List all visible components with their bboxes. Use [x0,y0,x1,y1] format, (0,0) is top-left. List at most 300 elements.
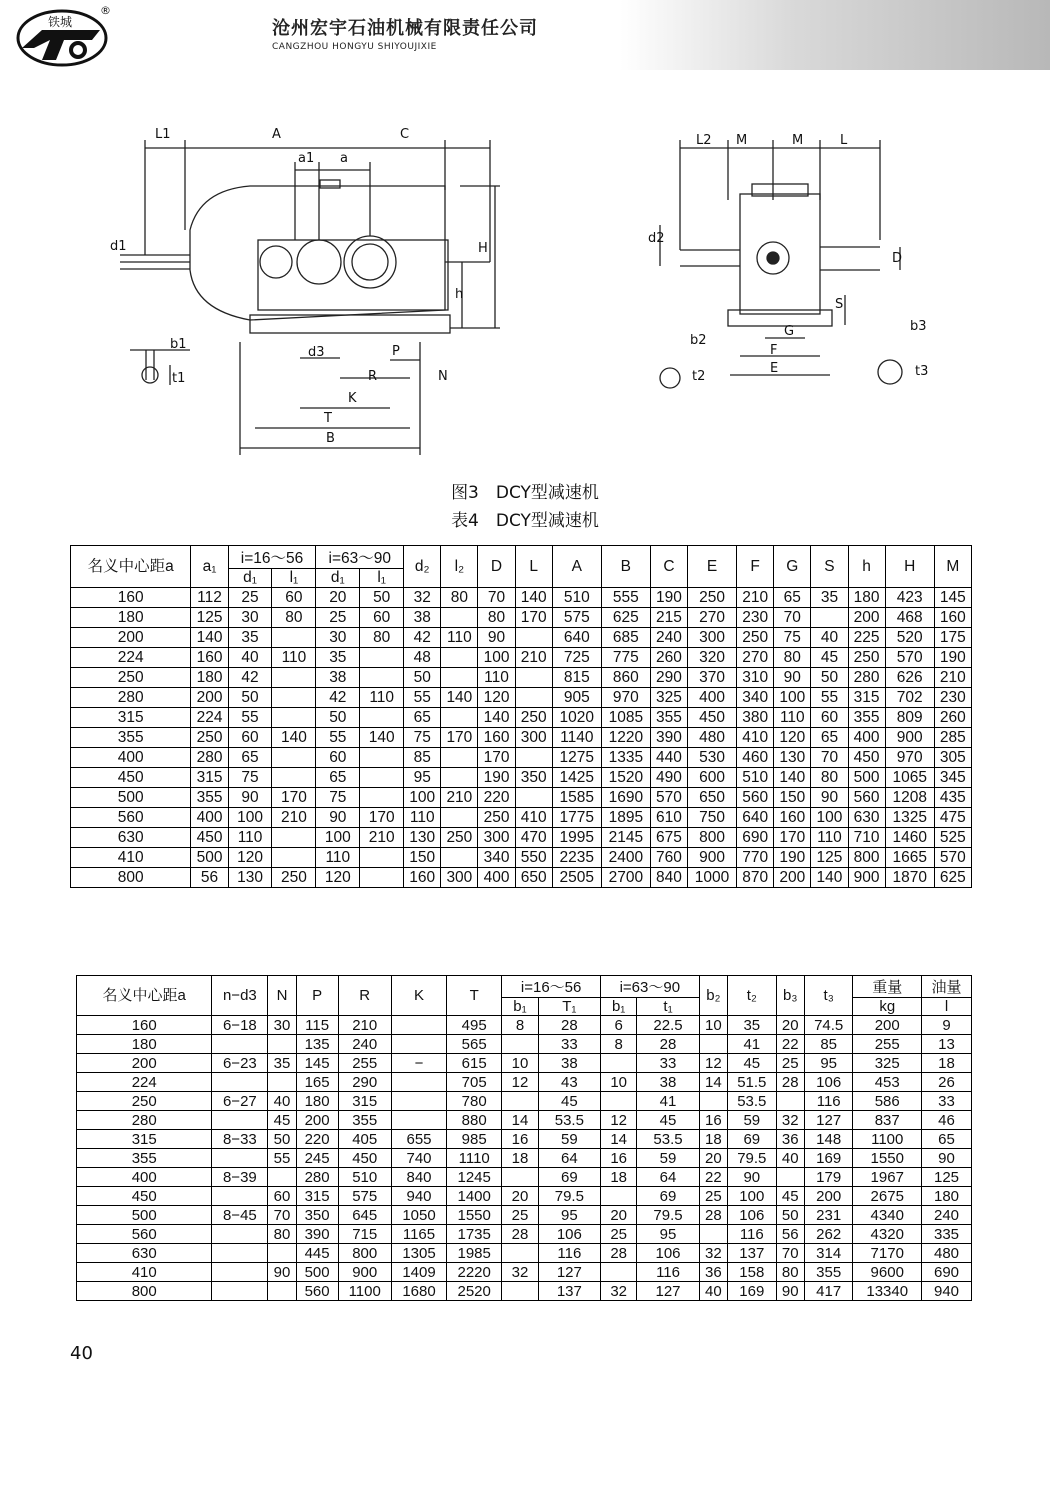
cell-a: 160 [77,1016,212,1035]
cell-S: 90 [811,788,848,808]
cell-kg: 9600 [853,1263,922,1282]
cell-a: 450 [77,1187,212,1206]
cell-C: 260 [650,648,687,668]
cell-R: 645 [338,1206,391,1225]
cell-S: 40 [811,628,848,648]
cell-A: 1585 [552,788,601,808]
cell-t3: 95 [804,1054,853,1073]
cell-kg: 1967 [853,1168,922,1187]
cell-d1: 90 [228,788,272,808]
table-row [71,768,972,788]
cell-A: 1775 [552,808,601,828]
cell-a1: 125 [191,608,228,628]
cell-S: 125 [811,848,848,868]
cell-t3: 314 [804,1244,853,1263]
cell-d2: 75 [404,728,441,748]
cell-b1b [600,1054,636,1073]
header-l1-b: l₁ [360,569,404,588]
cell-C: 490 [650,768,687,788]
cell-l1b [360,788,404,808]
header-t2: t₂ [728,976,777,1016]
cell-b2: 10 [699,1016,727,1035]
cell-P: 280 [296,1168,338,1187]
cell-P: 560 [296,1282,338,1301]
svg-text:K: K [348,391,357,406]
cell-E: 650 [688,788,737,808]
svg-text:G: G [784,324,795,339]
cell-R: 450 [338,1149,391,1168]
cell-nd3 [212,1035,268,1054]
cell-h: 900 [848,868,885,888]
cell-d1b: 90 [316,808,360,828]
cell-E: 270 [688,608,737,628]
cell-B: 1335 [601,748,650,768]
svg-text:b1: b1 [170,337,187,352]
cell-l1: 170 [272,788,316,808]
cell-T: 495 [447,1016,502,1035]
cell-nd3 [212,1225,268,1244]
header-l2: l₂ [441,546,478,588]
cell-t1: 59 [637,1149,699,1168]
header-D: D [478,546,515,588]
cell-a1: 450 [191,828,228,848]
cell-t3: 85 [804,1035,853,1054]
cell-t1: 127 [637,1282,699,1301]
cell-t2: 100 [728,1187,777,1206]
cell-b1b: 8 [600,1035,636,1054]
cell-E: 750 [688,808,737,828]
header-b1: b₁ [502,998,538,1016]
cell-E: 530 [688,748,737,768]
cell-b1: 12 [502,1073,538,1092]
cell-B: 860 [601,668,650,688]
cell-l1 [272,828,316,848]
header-nd3: n−d3 [212,976,268,1016]
cell-S: 80 [811,768,848,788]
cell-nd3: 6−27 [212,1092,268,1111]
cell-a: 224 [77,1073,212,1092]
header-ratio-1: i=16～56 [502,976,601,998]
cell-d1: 30 [228,608,272,628]
cell-N [268,1244,296,1263]
cell-K: 655 [391,1130,446,1149]
table-row [71,628,972,648]
cell-D: 90 [478,628,515,648]
cell-P: 145 [296,1054,338,1073]
cell-G: 150 [774,788,811,808]
cell-l1: 110 [272,648,316,668]
cell-kg: 2675 [853,1187,922,1206]
table-row [71,688,972,708]
cell-T1: 43 [538,1073,600,1092]
cell-a: 800 [77,1282,212,1301]
cell-kg: 4340 [853,1206,922,1225]
cell-b1: 14 [502,1111,538,1130]
cell-h: 630 [848,808,885,828]
cell-B: 1520 [601,768,650,788]
cell-a: 355 [77,1149,212,1168]
cell-C: 240 [650,628,687,648]
header-F: F [737,546,774,588]
cell-E: 1000 [688,868,737,888]
cell-C: 190 [650,588,687,608]
header-G: G [774,546,811,588]
svg-text:F: F [770,343,778,358]
header-L: L [515,546,552,588]
cell-d1b: 55 [316,728,360,748]
cell-d1: 42 [228,668,272,688]
cell-l2: 140 [441,688,478,708]
table-caption: 表4 DCY型减速机 [451,511,599,531]
cell-a: 180 [77,1035,212,1054]
cell-D: 300 [478,828,515,848]
cell-S: 70 [811,748,848,768]
cell-S: 50 [811,668,848,688]
cell-P: 200 [296,1111,338,1130]
svg-text:L: L [840,133,848,148]
cell-b3: 25 [776,1054,804,1073]
svg-text:t3: t3 [915,364,929,379]
cell-B: 2700 [601,868,650,888]
cell-C: 325 [650,688,687,708]
cell-h: 355 [848,708,885,728]
cell-K [391,1073,446,1092]
cell-a: 410 [71,848,191,868]
cell-kg: 4320 [853,1225,922,1244]
cell-H: 570 [885,648,934,668]
cell-T: 705 [447,1073,502,1092]
cell-t3: 417 [804,1282,853,1301]
cell-G: 65 [774,588,811,608]
cell-l1 [272,768,316,788]
cell-L: 300 [515,728,552,748]
cell-T1: 53.5 [538,1111,600,1130]
table-row [71,848,972,868]
cell-a1: 355 [191,788,228,808]
cell-E: 320 [688,648,737,668]
table-row [71,788,972,808]
cell-F: 870 [737,868,774,888]
cell-l1: 250 [272,868,316,888]
cell-B: 1220 [601,728,650,748]
cell-d2: 38 [404,608,441,628]
cell-N: 45 [268,1111,296,1130]
header-weight: 重量 [853,976,922,998]
table-row [77,1035,972,1054]
cell-a1: 224 [191,708,228,728]
cell-b2: 28 [699,1206,727,1225]
cell-L: 470 [515,828,552,848]
cell-oil: 33 [922,1092,972,1111]
cell-M: 305 [934,748,971,768]
cell-t2: 137 [728,1244,777,1263]
cell-t1: 22.5 [637,1016,699,1035]
cell-l1 [272,668,316,688]
cell-K [391,1035,446,1054]
svg-text:C: C [400,127,410,142]
cell-l1: 210 [272,808,316,828]
cell-P: 245 [296,1149,338,1168]
cell-oil: 65 [922,1130,972,1149]
cell-T: 1985 [447,1244,502,1263]
cell-l2 [441,808,478,828]
cell-F: 250 [737,628,774,648]
cell-b3: 90 [776,1282,804,1301]
cell-S [811,608,848,628]
cell-M: 570 [934,848,971,868]
cell-b2: 14 [699,1073,727,1092]
cell-b1b: 12 [600,1111,636,1130]
cell-E: 600 [688,768,737,788]
header-A: A [552,546,601,588]
cell-K: 740 [391,1149,446,1168]
cell-N: 55 [268,1149,296,1168]
cell-D: 110 [478,668,515,688]
cell-M: 475 [934,808,971,828]
dimension-table-2 [76,975,972,1301]
cell-T1: 127 [538,1263,600,1282]
cell-M: 175 [934,628,971,648]
cell-b3: 45 [776,1187,804,1206]
cell-l1: 60 [272,588,316,608]
cell-S: 100 [811,808,848,828]
cell-d1: 55 [228,708,272,728]
cell-oil: 180 [922,1187,972,1206]
header-E: E [688,546,737,588]
cell-t3: 231 [804,1206,853,1225]
cell-t2: 158 [728,1263,777,1282]
cell-d2: 65 [404,708,441,728]
cell-oil: 940 [922,1282,972,1301]
cell-A: 510 [552,588,601,608]
cell-l2 [441,748,478,768]
header-d1-b: d₁ [316,569,360,588]
cell-a1: 112 [191,588,228,608]
cell-S: 140 [811,868,848,888]
cell-R: 800 [338,1244,391,1263]
cell-b3: 40 [776,1149,804,1168]
cell-oil: 690 [922,1263,972,1282]
cell-t1: 41 [637,1092,699,1111]
cell-t2: 35 [728,1016,777,1035]
table-row [77,1206,972,1225]
cell-T: 2520 [447,1282,502,1301]
cell-l2: 250 [441,828,478,848]
cell-C: 290 [650,668,687,688]
cell-t1: 64 [637,1168,699,1187]
cell-M: 525 [934,828,971,848]
cell-P: 220 [296,1130,338,1149]
dimension-labels [110,127,928,446]
cell-t2: 116 [728,1225,777,1244]
cell-T: 1110 [447,1149,502,1168]
cell-B: 2145 [601,828,650,848]
cell-B: 1895 [601,808,650,828]
cell-b2: 16 [699,1111,727,1130]
cell-t3: 116 [804,1092,853,1111]
cell-D: 400 [478,868,515,888]
cell-t1: 95 [637,1225,699,1244]
cell-a: 400 [71,748,191,768]
cell-kg: 586 [853,1092,922,1111]
cell-K: 1050 [391,1206,446,1225]
cell-l2 [441,848,478,868]
cell-h: 560 [848,788,885,808]
cell-b1: 18 [502,1149,538,1168]
cell-t1: 33 [637,1054,699,1073]
cell-D: 220 [478,788,515,808]
svg-text:H: H [478,241,488,256]
cell-T: 1400 [447,1187,502,1206]
svg-text:b2: b2 [690,333,707,348]
cell-h: 200 [848,608,885,628]
cell-a1: 315 [191,768,228,788]
cell-G: 120 [774,728,811,748]
cell-a1: 500 [191,848,228,868]
cell-K: 1409 [391,1263,446,1282]
svg-text:A: A [272,127,281,142]
cell-M: 145 [934,588,971,608]
header-C: C [650,546,687,588]
cell-D: 190 [478,768,515,788]
cell-C: 840 [650,868,687,888]
cell-d2: 95 [404,768,441,788]
cell-t2: 90 [728,1168,777,1187]
cell-M: 435 [934,788,971,808]
cell-P: 390 [296,1225,338,1244]
table-row [77,1282,972,1301]
cell-l2: 300 [441,868,478,888]
cell-d2: 55 [404,688,441,708]
cell-d1: 130 [228,868,272,888]
cell-M: 260 [934,708,971,728]
cell-b2 [699,1225,727,1244]
cell-C: 610 [650,808,687,828]
cell-a: 224 [71,648,191,668]
cell-a1: 200 [191,688,228,708]
cell-L [515,788,552,808]
svg-text:a1: a1 [298,151,315,166]
cell-l2 [441,608,478,628]
cell-l1b [360,868,404,888]
cell-S: 110 [811,828,848,848]
cell-T1: 45 [538,1092,600,1111]
cell-P: 165 [296,1073,338,1092]
header-t3: t₃ [804,976,853,1016]
cell-N [268,1282,296,1301]
cell-H: 1870 [885,868,934,888]
cell-d1b: 30 [316,628,360,648]
cell-oil: 46 [922,1111,972,1130]
cell-b1b: 6 [600,1016,636,1035]
header-ratio-2: i=63～90 [600,976,699,998]
cell-d1: 110 [228,828,272,848]
cell-nd3 [212,1073,268,1092]
cell-t1: 28 [637,1035,699,1054]
svg-text:N: N [438,369,448,384]
cell-b3: 20 [776,1016,804,1035]
cell-D: 340 [478,848,515,868]
cell-P: 115 [296,1016,338,1035]
cell-P: 445 [296,1244,338,1263]
cell-H: 1065 [885,768,934,788]
cell-a: 400 [77,1168,212,1187]
cell-t2: 59 [728,1111,777,1130]
cell-B: 625 [601,608,650,628]
svg-text:M: M [792,133,804,148]
cell-oil: 13 [922,1035,972,1054]
cell-d1: 50 [228,688,272,708]
logo-text: 铁城 [48,15,73,29]
cell-l1b: 60 [360,608,404,628]
cell-G: 80 [774,648,811,668]
cell-G: 100 [774,688,811,708]
cell-kg: 13340 [853,1282,922,1301]
cell-R: 405 [338,1130,391,1149]
cell-kg: 837 [853,1111,922,1130]
cell-h: 280 [848,668,885,688]
svg-text:d2: d2 [648,231,665,246]
cell-C: 675 [650,828,687,848]
cell-K: 1165 [391,1225,446,1244]
cell-a: 160 [71,588,191,608]
cell-D: 250 [478,808,515,828]
cell-L: 410 [515,808,552,828]
cell-b2 [699,1035,727,1054]
cell-D: 140 [478,708,515,728]
cell-nd3: 8−39 [212,1168,268,1187]
cell-F: 230 [737,608,774,628]
cell-a1: 250 [191,728,228,748]
cell-d2: 85 [404,748,441,768]
cell-G: 110 [774,708,811,728]
cell-H: 970 [885,748,934,768]
cell-A: 1140 [552,728,601,748]
header-T: T [447,976,502,1016]
cell-a: 315 [71,708,191,728]
cell-P: 315 [296,1187,338,1206]
cell-h: 450 [848,748,885,768]
cell-kg: 7170 [853,1244,922,1263]
cell-K: − [391,1054,446,1073]
cell-h: 400 [848,728,885,748]
cell-E: 400 [688,688,737,708]
cell-l2 [441,648,478,668]
cell-F: 770 [737,848,774,868]
header-d1: d₁ [228,569,272,588]
cell-l2: 170 [441,728,478,748]
cell-kg: 1550 [853,1149,922,1168]
cell-T1: 106 [538,1225,600,1244]
cell-t3: 106 [804,1073,853,1092]
cell-a: 315 [77,1130,212,1149]
cell-G: 160 [774,808,811,828]
cell-F: 380 [737,708,774,728]
header-H: H [885,546,934,588]
header-M: M [934,546,971,588]
cell-D: 100 [478,648,515,668]
cell-B: 970 [601,688,650,708]
cell-M: 210 [934,668,971,688]
cell-H: 702 [885,688,934,708]
cell-N: 35 [268,1054,296,1073]
cell-K: 1680 [391,1282,446,1301]
header-d2: d₂ [404,546,441,588]
cell-R: 1100 [338,1282,391,1301]
cell-nd3 [212,1244,268,1263]
cell-t1: 69 [637,1187,699,1206]
cell-C: 440 [650,748,687,768]
